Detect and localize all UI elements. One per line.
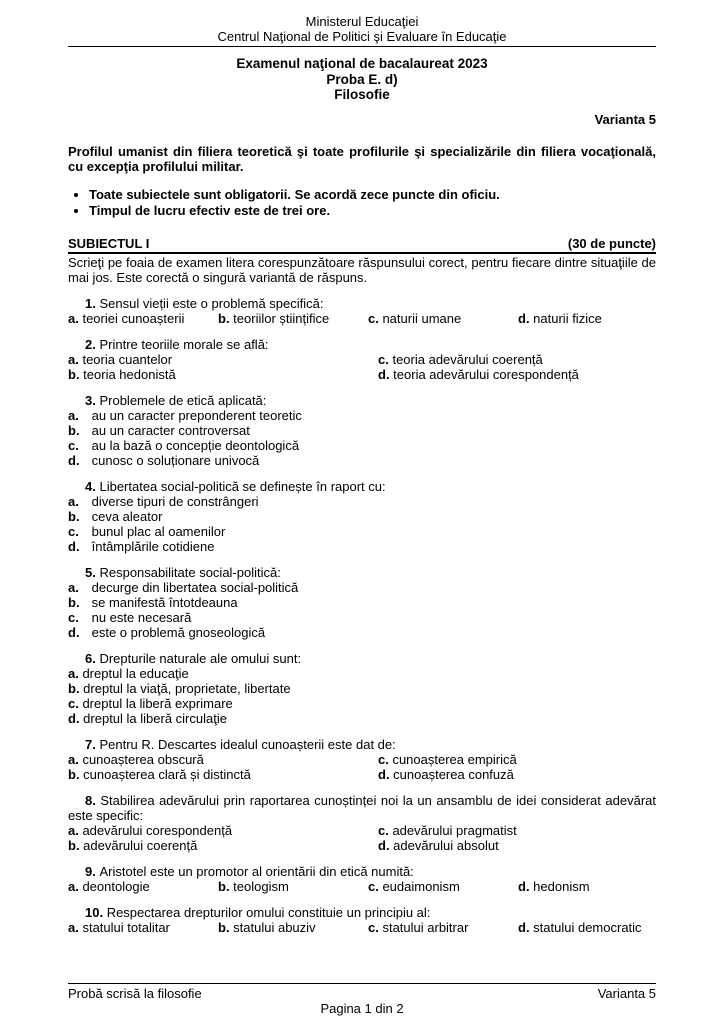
option-c [68,696,656,711]
option-a [68,666,656,681]
option-d [68,711,656,726]
option-letter: d. [68,710,80,726]
option-text: ceva aleator [88,508,163,524]
rule-item: • Timpul de lucru efectiv este de trei ore. [89,203,656,218]
option-letter: a. [68,310,79,326]
question [68,565,656,640]
footer-row [68,986,656,1001]
option-letter: b. [68,766,80,782]
option-letter: d. [378,837,390,853]
option-d [518,879,656,894]
option-letter: b. [68,837,80,853]
ministry-name: Ministerul Educaţiei [305,14,419,29]
option-letter: d. [378,366,390,382]
question-number: 1. [85,295,100,311]
option-text: dreptul la liberă circulaţie [79,710,227,726]
options [68,311,656,326]
option-text: deontologie [78,878,150,894]
page-footer [68,981,656,1016]
option-text: teoriei cunoașterii [78,310,185,326]
option-letter: b. [68,508,80,524]
option-text: statului totalitar [78,919,170,935]
option-text: teoria adevărului corespondență [389,366,579,382]
option-c [378,352,656,367]
page-number: Pagina 1 din 2 [320,1001,404,1016]
option-text: este o problemă gnoseologică [88,624,266,640]
option-letter: d. [518,919,530,935]
option-text: au la bază o concepție deontologică [88,437,300,453]
option-b [68,767,378,782]
option-a [68,920,218,935]
option-letter: c. [368,919,379,935]
ministry-department: Centrul Naţional de Politici şi Evaluare în Educaţie [217,29,507,44]
option-letter: b. [218,878,230,894]
question-number: 9. [85,863,100,879]
question-number: 7. [85,736,100,752]
option-c [378,823,656,838]
option-text: teoria adevărului coerență [388,351,543,367]
option-c [68,524,656,539]
question-number: 4. [85,478,100,494]
option-letter: c. [378,822,389,838]
option-text: eudaimonism [378,878,460,894]
question-stem: 8. Stabilirea adevărului prin raportarea cunoștinței noi la un ansamblu de idei considerat adevărat este specific: [68,792,656,823]
option-d [378,767,656,782]
option-c [68,438,656,453]
option-text: au un caracter controversat [88,422,250,438]
option-text: dreptul la educaţie [78,665,189,681]
option-text: adevărului corespondență [78,822,233,838]
options [68,352,656,382]
option-text: nu este necesară [88,609,192,625]
footer-variant: Varianta 5 [597,986,656,1001]
option-letter: b. [218,310,230,326]
option-text: cunoașterea confuză [389,766,514,782]
option-c [68,610,656,625]
option-b [68,595,656,610]
question-number: 8. [85,792,101,808]
question-number: 3. [85,392,100,408]
option-letter: c. [68,609,79,625]
question-stem: 6. Drepturile naturale ale omului sunt: [85,650,302,666]
question-stem: 10. Respectarea drepturilor omului constituie un principiu al: [85,904,431,920]
profile-paragraph: Profilul umanist din filiera teoretică şi toate profilurile şi specializările din filiera vocaţională, cu excepţia profilului militar. [68,143,656,174]
question-stem: 9. Aristotel este un promotor al orientării din etică numită: [85,863,414,879]
option-d [378,838,656,853]
question [68,737,656,782]
options [68,920,656,935]
question-number: 6. [85,650,100,666]
subject1-title: SUBIECTUL I [68,235,150,251]
exam-proba: Proba E. d) [326,71,398,87]
option-letter: c. [68,695,79,711]
option-text: cunoașterea obscură [78,751,204,767]
option-b [218,311,368,326]
options [68,666,656,726]
option-letter: d. [68,538,80,554]
option-text: teoria hedonistă [79,366,176,382]
option-letter: d. [378,766,390,782]
question-number: 2. [85,336,100,352]
subject1-instructions: Scrieţi pe foaia de examen litera corespunzătoare răspunsului corect, pentru fiecare dintre situaţiile de mai jos. Este corectă o singură variantă de răspuns. [68,254,656,285]
option-text: statului arbitrar [378,919,469,935]
options [68,879,656,894]
option-text: dreptul la viaţă, proprietate, libertate [79,680,291,696]
option-text: statului democratic [529,919,642,935]
option-letter: a. [68,407,79,423]
questions [68,296,656,935]
question [68,296,656,326]
option-d [518,920,656,935]
option-letter: d. [68,624,80,640]
option-text: adevărului pragmatist [388,822,517,838]
option-letter: b. [68,680,80,696]
option-c [368,879,518,894]
option-text: cunoașterea clară și distinctă [79,766,251,782]
option-letter: b. [68,594,80,610]
option-b [68,423,656,438]
subject1-heading [68,236,656,254]
option-letter: c. [378,751,389,767]
option-letter: b. [218,919,230,935]
header-divider [68,46,656,47]
option-letter: a. [68,665,79,681]
option-letter: a. [68,751,79,767]
option-letter: c. [68,523,79,539]
option-d [68,539,656,554]
question [68,479,656,554]
option-letter: b. [68,422,80,438]
option-letter: c. [368,310,379,326]
option-text: decurge din libertatea social-politică [88,579,299,595]
option-text: bunul plac al oamenilor [88,523,226,539]
option-text: au un caracter preponderent teoretic [88,407,302,423]
option-text: teoriilor științifice [229,310,330,326]
question [68,337,656,382]
option-letter: b. [68,366,80,382]
option-d [518,311,656,326]
option-a [68,352,378,367]
question-stem: 7. Pentru R. Descartes idealul cunoașterii este dat de: [85,736,396,752]
option-text: hedonism [529,878,590,894]
option-letter: d. [518,878,530,894]
footer-exam-name: Probă scrisă la filosofie [68,986,202,1001]
option-letter: c. [378,351,389,367]
option-letter: d. [68,452,80,468]
document-header [68,14,656,47]
question [68,651,656,726]
rules-list [68,187,656,218]
option-a [68,408,656,423]
option-text: adevărului coerență [79,837,198,853]
option-text: cunoașterea empirică [388,751,517,767]
option-b [218,879,368,894]
option-b [68,838,378,853]
option-text: teoria cuantelor [78,351,173,367]
option-text: cunosc o soluționare univocă [88,452,260,468]
option-letter: c. [368,878,379,894]
option-text: teologism [229,878,289,894]
option-letter: a. [68,878,79,894]
option-d [378,367,656,382]
option-b [218,920,368,935]
option-letter: a. [68,493,79,509]
option-a [68,879,218,894]
option-a [68,752,378,767]
option-text: statului abuziv [229,919,316,935]
option-a [68,311,218,326]
exam-subject: Filosofie [334,87,390,102]
question [68,393,656,468]
option-letter: c. [68,437,79,453]
question-stem: 5. Responsabilitate social-politică: [85,564,281,580]
option-d [68,453,656,468]
variant-label: Varianta 5 [594,111,656,127]
option-text: dreptul la liberă exprimare [78,695,233,711]
option-letter: a. [68,579,79,595]
question-stem: 2. Printre teoriile morale se află: [85,336,269,352]
option-c [368,311,518,326]
options [68,494,656,554]
option-c [378,752,656,767]
option-a [68,823,378,838]
option-text: întâmplările cotidiene [88,538,215,554]
option-letter: d. [518,310,530,326]
options [68,408,656,468]
option-letter: a. [68,919,79,935]
rule-item: • Toate subiectele sunt obligatorii. Se acordă zece puncte din oficiu. [89,187,656,202]
option-a [68,494,656,509]
question-stem: 4. Libertatea social-politică se definește în raport cu: [85,478,386,494]
question-number: 5. [85,564,100,580]
option-letter: a. [68,351,79,367]
option-a [68,580,656,595]
question [68,905,656,935]
option-text: naturii fizice [529,310,602,326]
footer-divider [68,983,656,984]
option-b [68,509,656,524]
option-c [368,920,518,935]
question [68,793,656,853]
option-text: adevărului absolut [389,837,499,853]
option-letter: a. [68,822,79,838]
subject1-points: (30 de puncte) [567,235,656,251]
option-b [68,367,378,382]
option-text: naturii umane [378,310,462,326]
question [68,864,656,894]
option-text: diverse tipuri de constrângeri [88,493,259,509]
option-text: se manifestă întotdeauna [88,594,238,610]
exam-title-block [68,56,656,103]
option-d [68,625,656,640]
question-stem: 3. Problemele de etică aplicată: [85,392,267,408]
options [68,580,656,640]
question-stem: 1. Sensul vieții este o problemă specifică: [85,295,324,311]
options [68,752,656,782]
options [68,823,656,853]
option-b [68,681,656,696]
exam-title: Examenul naţional de bacalaureat 2023 [236,56,488,71]
question-number: 10. [85,904,107,920]
